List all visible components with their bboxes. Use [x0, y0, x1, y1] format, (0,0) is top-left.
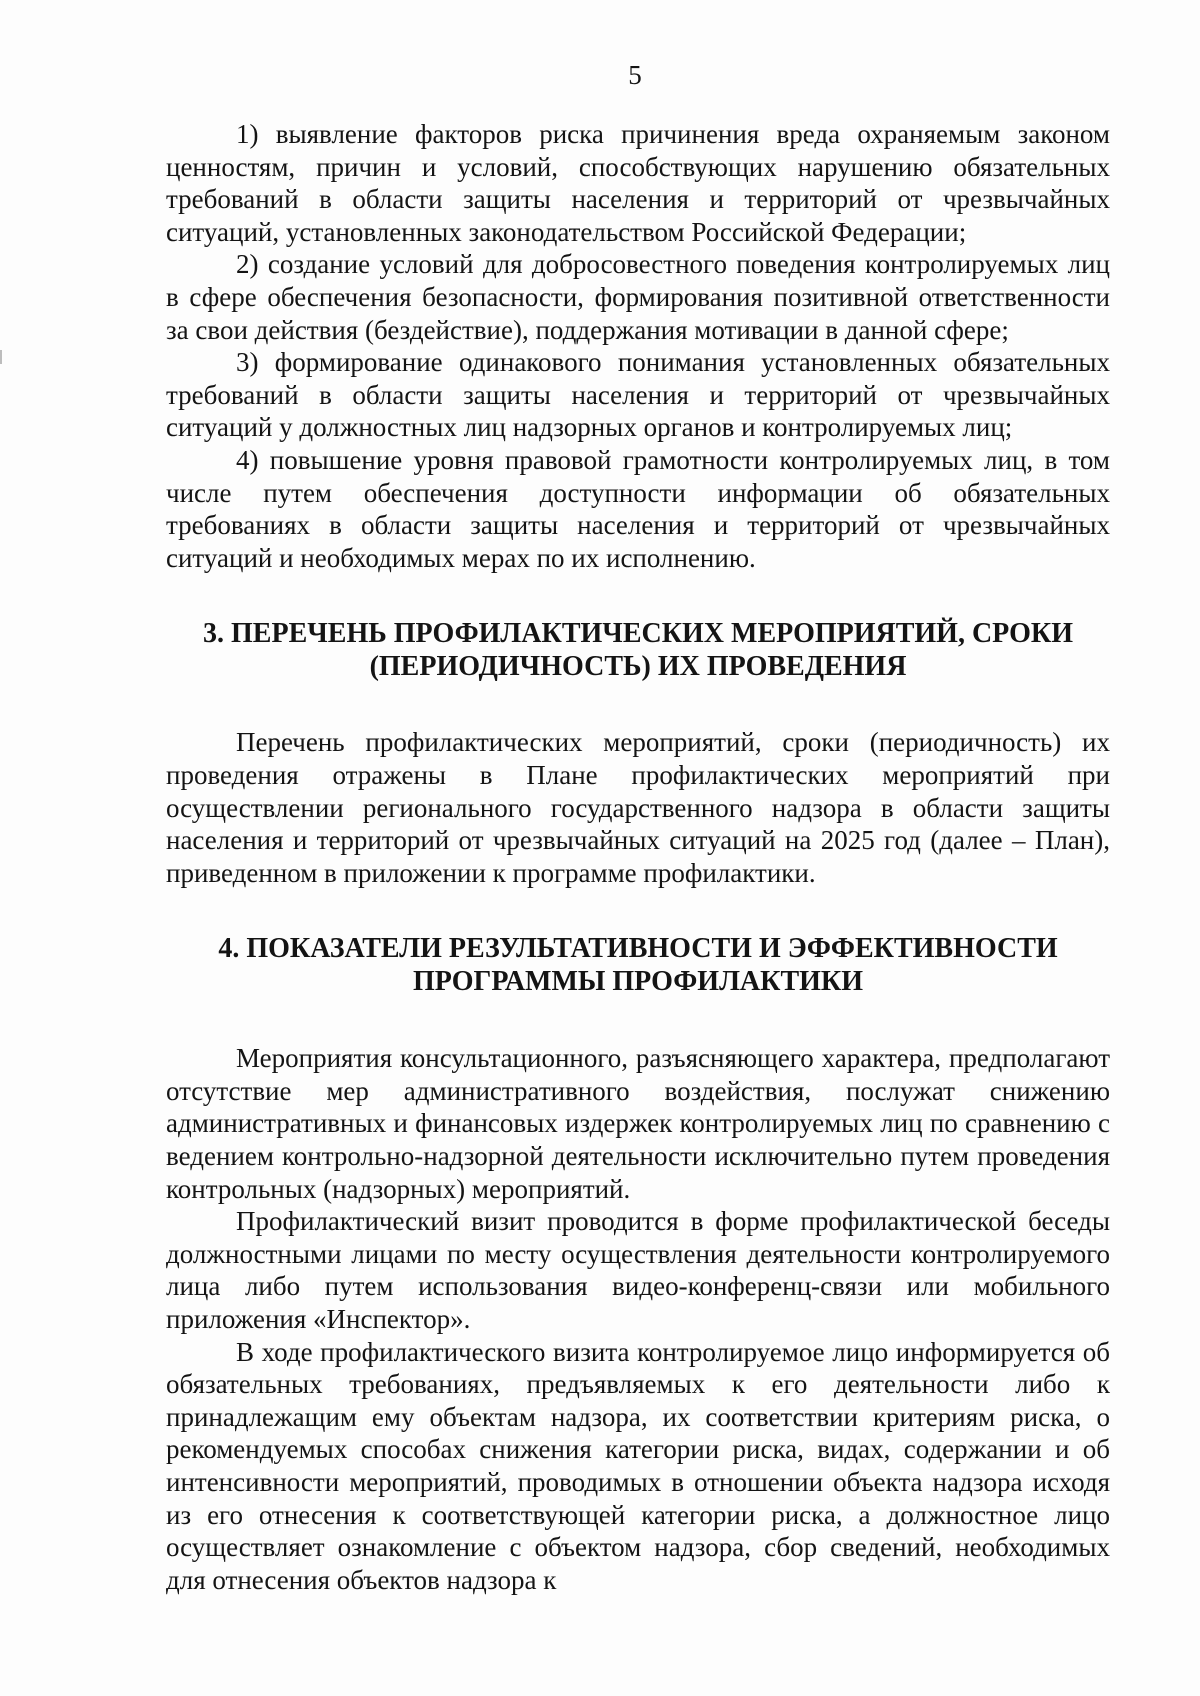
- section-3-paragraph: Перечень профилактических мероприятий, сроки (периодичность) их проведения отражены в Плане профилактических мероприятий при осуществлении регионального государственного надзора в области защиты населения и территорий от чрезвычайных ситуаций на 2025 год (далее – План), приведенном в приложении к программе профилактики.: [166, 727, 1110, 888]
- page-number: 5: [628, 60, 642, 90]
- section-3-heading-line-2: (ПЕРИОДИЧНОСТЬ) ИХ ПРОВЕДЕНИЯ: [369, 651, 907, 683]
- goal-item-3: 3) формирование одинакового понимания установленных обязательных требований в области защиты населения и территорий от чрезвычайных ситуаций у должностных лиц надзорных органов и контролируемых лиц;: [166, 347, 1110, 443]
- section-4-paragraph-3: В ходе профилактического визита контролируемое лицо информируется об обязательных требованиях, предъявляемых к его деятельности либо к принадлежащим ему объектам надзора, их соответствии критериям риска, о рекомендуемых способах снижения категории риска, видах, содержании и об интенсивности мероприятий, проводимых в отношении объекта надзора исходя из его отнесения к соответствующей категории риска, а должностное лицо осуществляет ознакомление с объектом надзора, сбор сведений, необходимых для отнесения объектов надзора к: [166, 1336, 1110, 1595]
- section-4-heading-line-1: 4. ПОКАЗАТЕЛИ РЕЗУЛЬТАТИВНОСТИ И ЭФФЕКТИВНОСТИ: [218, 933, 1058, 965]
- section-3-heading: [166, 617, 1110, 683]
- goal-item-2: 2) создание условий для добросовестного поведения контролируемых лиц в сфере обеспечения безопасности, формирования позитивной ответственности за свои действия (бездействие), поддержания мотивации в данной сфере;: [166, 249, 1110, 345]
- scan-margin-mark: [0, 350, 2, 364]
- section-4-paragraph-1: Мероприятия консультационного, разъясняющего характера, предполагают отсутствие мер административного воздействия, послужат снижению административных и финансовых издержек контролируемых лиц по сравнению с ведением контрольно-надзорной деятельности исключительно путем проведения контрольных (надзорных) мероприятий.: [166, 1043, 1110, 1204]
- section-4-heading-line-2: ПРОГРАММЫ ПРОФИЛАКТИКИ: [413, 966, 863, 998]
- goal-item-1: 1) выявление факторов риска причинения вреда охраняемым законом ценностям, причин и условий, способствующих нарушению обязательных требований в области защиты населения и территорий от чрезвычайных ситуаций, установленных законодательством Российской Федерации;: [166, 119, 1110, 247]
- goal-item-4: 4) повышение уровня правовой грамотности контролируемых лиц, в том числе путем обеспечения доступности информации об обязательных требованиях в области защиты населения и территорий от чрезвычайных ситуаций и необходимых мерах по их исполнению.: [166, 444, 1110, 573]
- section-4-paragraph-2: Профилактический визит проводится в форме профилактической беседы должностными лицами по месту осуществления деятельности контролируемого лица либо путем использования видео-конференц-связи или мобильного приложения «Инспектор».: [166, 1206, 1110, 1335]
- section-3-heading-line-1: 3. ПЕРЕЧЕНЬ ПРОФИЛАКТИЧЕСКИХ МЕРОПРИЯТИЙ, СРОКИ: [203, 618, 1073, 650]
- page-body: [166, 118, 1110, 1596]
- section-4-heading: [166, 932, 1110, 998]
